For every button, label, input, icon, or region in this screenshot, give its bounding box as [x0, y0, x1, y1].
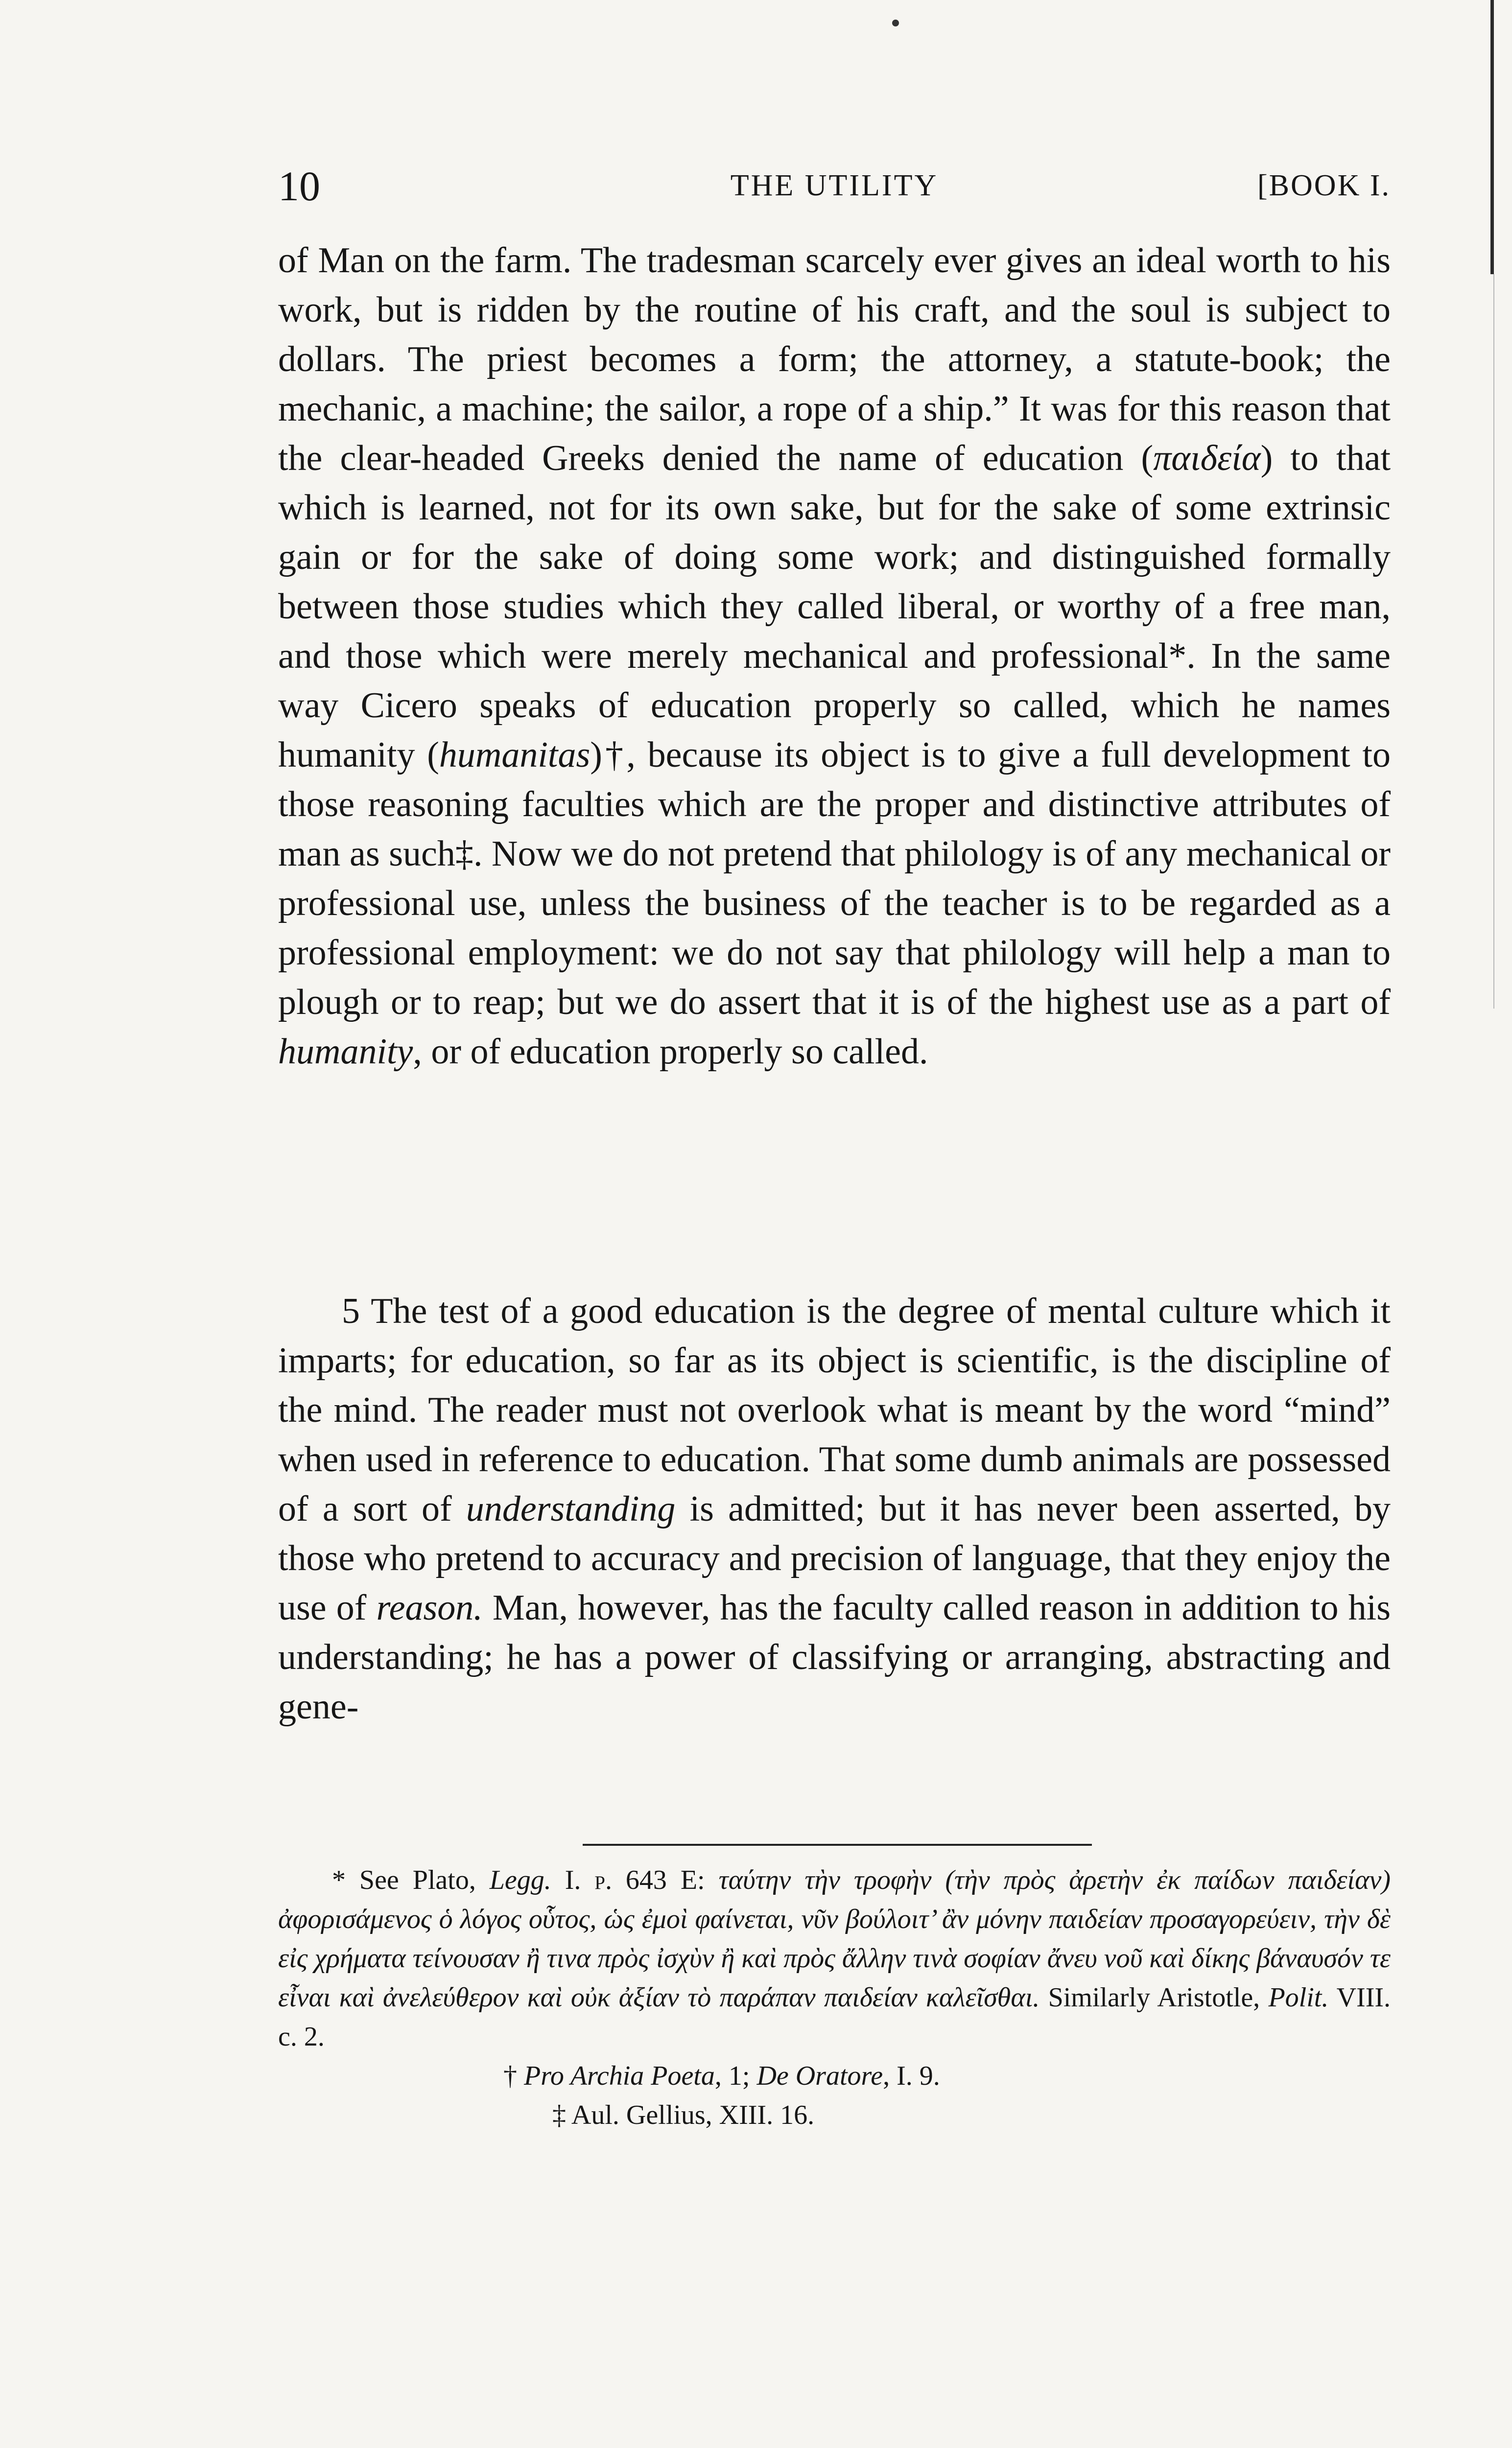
- text-run: Similarly Aristotle,: [1040, 1982, 1269, 2013]
- text-run: )†, because its object is to give a full development to those reasoning faculties which are the proper and distinctive attributes of man as such‡. Now we do not pretend that philology is of any mechanical or professional use, unless the business of the teacher is to be regarded as a professional employment: we do not say that philology will help a man to plough or to reap; but we do assert that it is of the highest use as a part of: [278, 735, 1391, 1022]
- footnotes: [278, 1860, 1391, 2135]
- text-run: , 1;: [714, 2061, 757, 2091]
- footnote-rule: [583, 1844, 1092, 1846]
- page-edge-line: [1493, 274, 1494, 1009]
- text-run: is admitted; but it has never been asserted, by those who pretend to accuracy and precision of language, that they enjoy the use of: [278, 1489, 1391, 1628]
- book-marker: [BOOK I.: [1257, 169, 1391, 202]
- emphasis-term: reason.: [376, 1588, 483, 1628]
- greek-quotation: ταύτην τὴν τροφὴν (τὴν πρὸς ἀρετὴν ἐκ παίδων παιδείαν) ἀφορισάμενος ὁ λόγος οὗτος, ὡς ἐμοὶ φαίνεται, νῦν βούλοιτ’ ἂν μόνην παιδείαν προσαγορεύειν, τὴν δὲ εἰς χρήματα τείνουσαν ἢ τινα πρὸς ἰσχὺν ἢ καὶ πρὸς ἄλλην τινὰ σοφίαν ἄνευ νοῦ καὶ δίκης βάναυσόν τε εἶναι καὶ ἀνελεύθερον καὶ οὐκ ἀξίαν τὸ παράπαν παιδείαν καλεῖσθαι.: [278, 1865, 1391, 2013]
- paragraph-text: [278, 236, 1391, 1077]
- paragraph-text: [278, 1287, 1391, 1732]
- work-title: De Oratore: [756, 2061, 883, 2091]
- work-title: Pro Archia Poeta: [524, 2061, 715, 2091]
- work-title: Polit.: [1268, 1982, 1329, 2013]
- page-number: 10: [278, 163, 320, 210]
- text-run: , I. 9.: [883, 2061, 940, 2091]
- footnote-2: [278, 2056, 1391, 2095]
- footnote-3: ‡ Aul. Gellius, XIII. 16.: [552, 2100, 815, 2130]
- footnote-1: [278, 1860, 1391, 2056]
- text-run: , or of education properly so called.: [413, 1032, 928, 1072]
- text-run: VIII. c. 2.: [278, 1982, 1391, 2052]
- text-run: 5 The test of a good education is the degree of mental culture which it imparts; for education, so far as its object is scientific, is the discipline of the mind. The reader must not overlook what is meant by the word “mind” when used in reference to education. That some dumb animals are possessed of a sort of: [278, 1291, 1391, 1529]
- text-run: Man, however, has the faculty called reason in addition to his understanding; he has a power of classifying or arranging, abstracting and gene-: [278, 1588, 1391, 1727]
- speck-mark: [892, 20, 899, 26]
- text-run: * See Plato,: [332, 1865, 490, 1895]
- body-paragraph-1: [278, 236, 1391, 1077]
- dagger-mark: †: [503, 2061, 524, 2091]
- latin-term: humanitas: [439, 735, 591, 775]
- text-run: I. p. 643 E:: [551, 1865, 719, 1895]
- text-run: ) to that which is learned, not for its own sake, but for the sake of some extrinsic gain or for the sake of doing some work; and distinguished formally between those studies which they called liberal, or worthy of a free man, and those which were merely mechanical and professional*. In the same way Cicero speaks of education properly so called, which he names humanity (: [278, 438, 1391, 775]
- body-paragraph-2: [278, 1287, 1391, 1732]
- running-head: [278, 162, 1391, 215]
- running-title: THE UTILITY: [730, 169, 939, 202]
- emphasis-term: understanding: [466, 1489, 676, 1529]
- work-title: Legg.: [489, 1865, 551, 1895]
- emphasis-term: humanity: [278, 1032, 413, 1072]
- greek-term: παιδεία: [1153, 438, 1261, 478]
- text-run: of Man on the farm. The tradesman scarcely ever gives an ideal worth to his work, but is ridden by the routine of his craft, and the soul is subject to dollars. The priest becomes a form; the attorney, a statute-book; the mechanic, a machine; the sailor, a rope of a ship.” It was for this reason that the clear-headed Greeks denied the name of education (: [278, 240, 1391, 478]
- page-edge-shadow: [1490, 0, 1494, 274]
